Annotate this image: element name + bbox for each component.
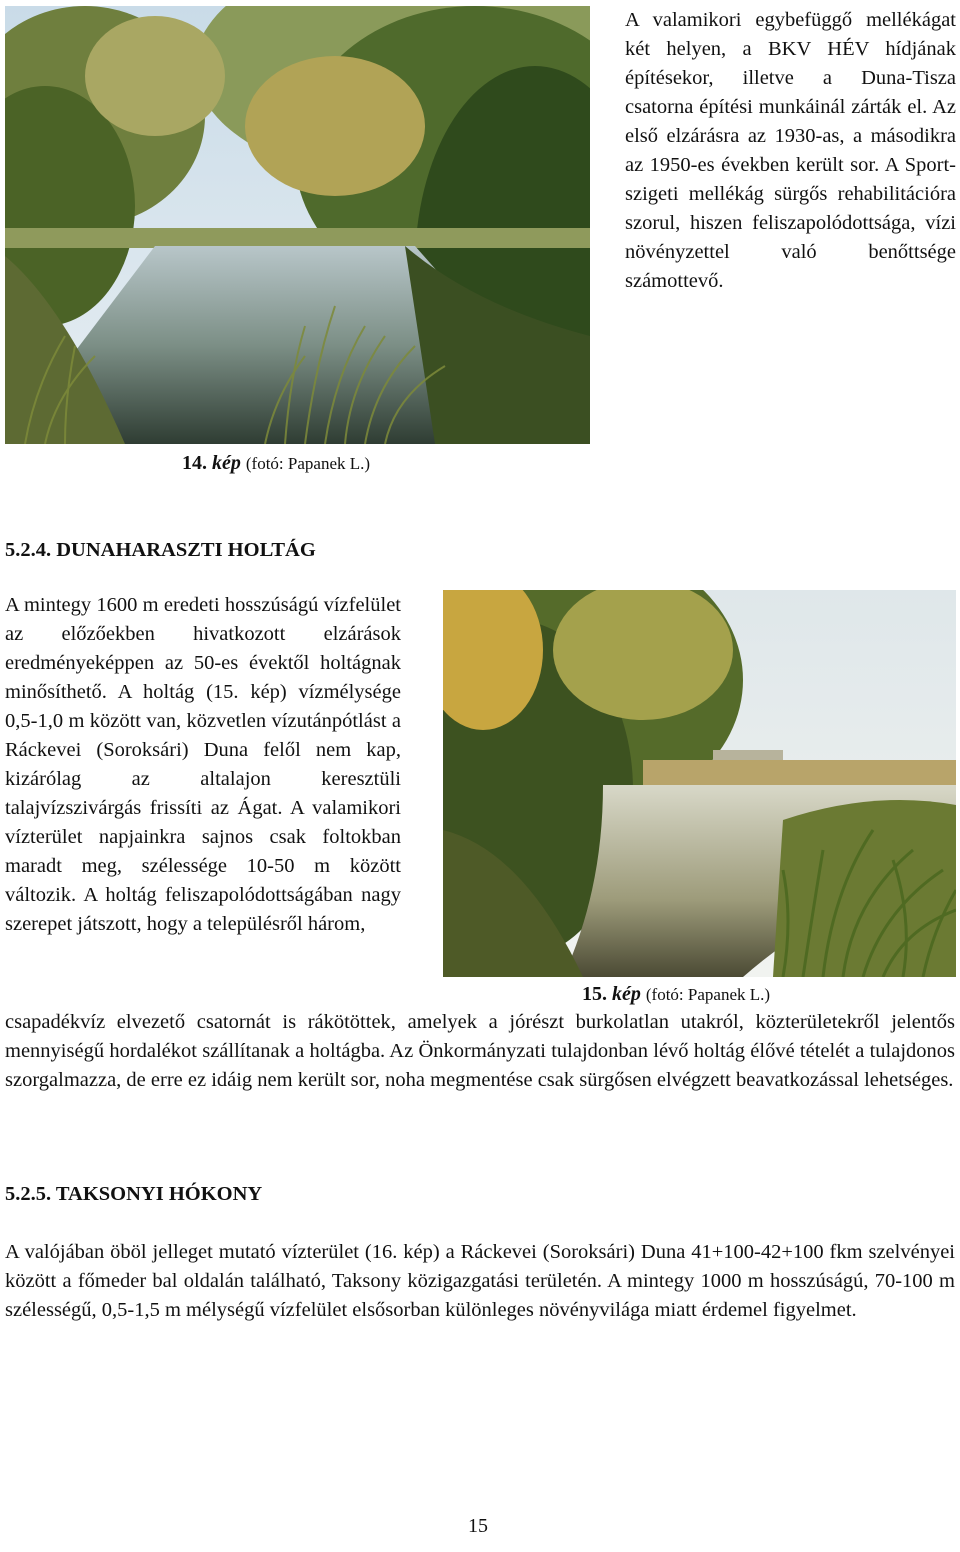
caption-word: kép	[212, 452, 241, 474]
caption-word: kép	[612, 983, 641, 1005]
photo-15-dunaharaszti-holtag	[443, 590, 956, 977]
continued-paragraph: csapadékvíz elvezető csatornát is rákötöttek, amelyek a jórészt burkolatlan utakról, közterületekről jelentős mennyiségű hordalékot szállítanak a holtágba. Az Önkormányzati tulajdonban lévő holtág élővé tételét a tulajdonos szorgalmazza, de erre ez idáig nem került sor, noha megmentése csak sürgősen elvégzett beavatkozással lehetséges.	[5, 1011, 955, 1091]
section-524-paragraph: A mintegy 1600 m eredeti hosszúságú vízfelület az előzőekben hivatkozott elzárások eredményeképpen az 50-es évektől holtágnak minősíthető. A holtág (15. kép) vízmélysége 0,5-1,0 m között van, közvetlen vízutánpótlást a Ráckevei (Soroksári) Duna felől nem kap, kizárólag az altalajon keresztüli talajvízszivárgás frissíti az Ágat. A valamikori vízterület napjainkra sajnos csak foltokban maradt meg, szélessége 10-50 m között változik. A holtág feliszapolódottságában nagy szerepet játszott, hogy a településről három,	[5, 594, 401, 935]
section-525-paragraph: A valójában öböl jelleget mutató vízterület (16. kép) a Ráckevei (Soroksári) Duna 41+100-42+100 fkm szelvényei között a főmeder bal oldalán található, Taksony közigazgatási területén. A mintegy 1000 m hosszúságú, 70-100 m szélességű, 0,5-1,5 m mélységű vízfelület elsősorban különleges növényvilága miatt érdemel figyelmet.	[5, 1241, 955, 1321]
page-number: 15	[468, 1515, 488, 1537]
photo-14-backwater	[5, 6, 590, 444]
caption-number: 15.	[582, 983, 607, 1005]
caption-photo-15	[582, 981, 770, 1008]
caption-credit: (fotó: Papanek L.)	[645, 985, 771, 1004]
section-heading-525: 5.2.5. TAKSONYI HÓKONY	[5, 1183, 263, 1205]
top-right-paragraph: A valamikori egybefüggő mellékágat két helyen, a BKV HÉV hídjának építésekor, illetve a Duna-Tisza csatorna építési munkáinál zárták el. Az első elzárásra az 1930-as, a másodikra az 1950-es években került sor. A Sport-szigeti mellékág sürgős rehabilitációra szorul, hiszen feliszapolódottsága, vízi növényzettel való benőttsége számottevő.	[625, 9, 956, 292]
section-heading-524: 5.2.4. DUNAHARASZTI HOLTÁG	[5, 539, 316, 561]
caption-credit: (fotó: Papanek L.)	[245, 454, 371, 473]
caption-photo-14	[182, 450, 370, 477]
caption-number: 14.	[182, 452, 207, 474]
